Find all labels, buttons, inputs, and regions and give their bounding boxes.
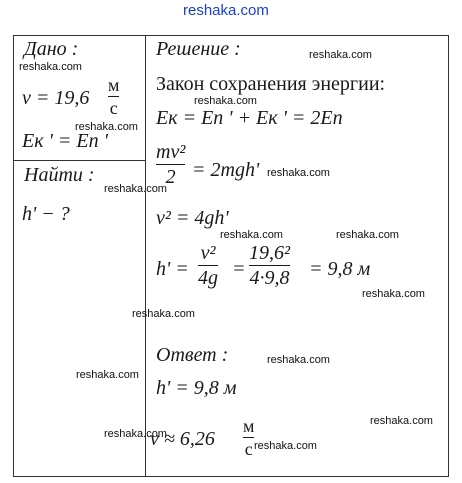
watermark: reshaka.com xyxy=(104,183,167,195)
fraction-bar xyxy=(198,265,218,266)
fraction-bar xyxy=(156,164,185,165)
height-f2-num: 19,6² xyxy=(249,242,290,264)
given-heading: Дано : xyxy=(24,38,79,60)
height-fraction-numeric xyxy=(249,243,290,288)
equation-energy: Eк = Eп ' + Eк ' = 2Eп xyxy=(156,107,343,129)
watermark: reshaka.com xyxy=(19,61,82,73)
solution-heading: Решение : xyxy=(156,38,241,60)
watermark: reshaka.com xyxy=(220,229,283,241)
watermark: reshaka.com xyxy=(132,308,195,320)
watermark: reshaka.com xyxy=(76,369,139,381)
watermark: reshaka.com xyxy=(370,415,433,427)
fraction-bar xyxy=(243,437,254,438)
equation-kinetic-rhs: = 2mgh' xyxy=(192,159,260,181)
watermark: reshaka.com xyxy=(254,440,317,452)
conservation-law: Закон сохранения энергии: xyxy=(156,73,386,95)
answer-height: h' = 9,8 м xyxy=(156,377,237,399)
fraction-bar xyxy=(108,96,119,97)
watermark: reshaka.com xyxy=(194,95,257,107)
find-heading: Найти : xyxy=(24,164,95,186)
answer-unit-den: с xyxy=(244,439,253,459)
kinetic-num: mv² xyxy=(156,141,186,163)
given-find-divider xyxy=(13,160,146,161)
height-f2-den: 4·9,8 xyxy=(249,267,290,289)
watermark: reshaka.com xyxy=(309,49,372,61)
find-unknown: h' − ? xyxy=(22,203,70,225)
watermark: reshaka.com xyxy=(75,121,138,133)
fraction-bar xyxy=(249,265,290,266)
watermark: reshaka.com xyxy=(336,229,399,241)
watermark: reshaka.com xyxy=(267,167,330,179)
equation-height-lhs: h' = xyxy=(156,258,189,280)
answer-velocity-unit xyxy=(243,417,254,458)
given-energy-condition: Eк ' = Eп ' xyxy=(22,130,108,152)
given-velocity: v = 19,6 xyxy=(22,87,90,109)
height-f1-num: v² xyxy=(200,242,216,264)
watermark: reshaka.com xyxy=(362,288,425,300)
answer-velocity: v ≈ 6,26 xyxy=(150,428,215,450)
answer-heading: Ответ : xyxy=(156,344,229,366)
watermark: reshaka.com xyxy=(267,354,330,366)
answer-unit-num: м xyxy=(243,416,255,436)
velocity-unit xyxy=(108,76,119,117)
height-fraction-symbolic xyxy=(198,243,218,288)
equals-sign: = xyxy=(232,258,246,280)
column-divider xyxy=(145,35,146,476)
equation-v-squared: v² = 4gh' xyxy=(156,207,229,229)
velocity-unit-num: м xyxy=(108,75,120,95)
site-header[interactable]: reshaka.com xyxy=(183,2,269,19)
watermark: reshaka.com xyxy=(104,428,167,440)
equation-kinetic-fraction xyxy=(156,142,185,187)
equation-height-result: = 9,8 м xyxy=(309,258,371,280)
height-f1-den: 4g xyxy=(198,267,218,289)
kinetic-den: 2 xyxy=(165,166,176,188)
velocity-unit-den: с xyxy=(109,98,118,118)
